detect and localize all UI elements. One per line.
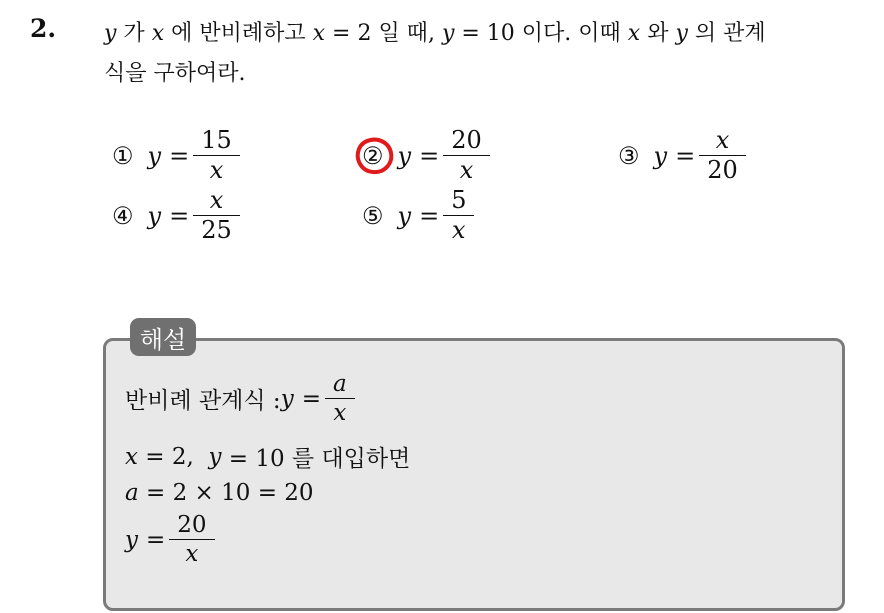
solution-line1-eq: = [301, 385, 321, 412]
fraction-denominator: x [325, 398, 355, 425]
choice-lhs: y [147, 141, 162, 170]
q-seg: = 2 일 때, [325, 21, 442, 46]
q-seg: x [627, 21, 641, 46]
choice-lhs: y [397, 201, 412, 230]
choice-lhs: y [397, 141, 412, 170]
q-seg: = 10 이다. 이때 [454, 21, 628, 46]
question-text-line1 [104, 16, 766, 47]
choice-fraction [197, 188, 236, 243]
solution-line1-lhs: y [280, 385, 294, 412]
fraction-numerator: 20 [177, 512, 207, 538]
sol-seg: a [125, 480, 139, 506]
choice-label: ① [112, 141, 134, 170]
choice-lhs: y [147, 201, 162, 230]
fraction-numerator: 15 [201, 126, 232, 154]
choice-5[interactable] [362, 188, 470, 243]
choice-fraction [447, 188, 470, 243]
solution-line4 [125, 513, 211, 566]
choice-eq: = [675, 141, 696, 170]
choice-fraction [197, 128, 236, 183]
fraction-numerator: a [332, 371, 347, 397]
fraction-numerator: x [715, 126, 730, 154]
fraction-denominator: x [443, 215, 474, 243]
fraction-denominator: x [193, 155, 240, 183]
fraction-denominator: x [169, 539, 214, 566]
q-seg: 에 반비례하고 [164, 21, 313, 46]
choice-4[interactable] [112, 188, 236, 243]
choice-label: ② [362, 141, 384, 170]
choice-eq: = [169, 141, 190, 170]
fraction-denominator: 20 [699, 155, 746, 183]
sol-seg: = 2, [137, 443, 209, 470]
solution-line1-text: 반비례 관계식 : [125, 388, 281, 415]
sol-seg: = 10 를 대입하면 [221, 446, 411, 472]
answer-circle-mark [355, 137, 395, 175]
fraction-numerator: x [209, 186, 224, 214]
choice-1[interactable] [112, 128, 236, 183]
solution-line4-fraction [173, 513, 210, 566]
fraction-denominator: 25 [193, 215, 240, 243]
fraction-denominator: x [443, 155, 490, 183]
choice-label: ⑤ [362, 201, 384, 230]
solution-line4-lhs: y [125, 526, 138, 553]
q-seg: y [441, 21, 455, 46]
solution-line3 [125, 480, 314, 506]
solution-line2 [125, 440, 410, 473]
fraction-numerator: 20 [451, 126, 482, 154]
sol-seg: y [208, 443, 222, 470]
choice-eq: = [419, 141, 440, 170]
choice-label: ④ [112, 201, 134, 230]
q-seg: y [675, 21, 688, 46]
sol-seg: x [125, 443, 138, 470]
solution-tag: 해설 [130, 318, 196, 356]
q-seg: 의 관계 [687, 21, 766, 46]
choice-eq: = [419, 201, 440, 230]
choice-label: ③ [618, 141, 640, 170]
solution-line1-fraction [329, 372, 351, 425]
choice-3[interactable] [618, 128, 742, 183]
question-text-line2: 식을 구하여라. [104, 61, 246, 86]
q-seg: x [151, 21, 165, 46]
choice-eq: = [169, 201, 190, 230]
q-seg: 와 [640, 21, 676, 46]
sol-seg: = 2 × 10 = 20 [138, 480, 314, 506]
solution-line4-eq: = [146, 526, 166, 553]
fraction-numerator: 5 [451, 186, 467, 214]
q-seg: y [104, 21, 117, 46]
choice-lhs: y [653, 141, 668, 170]
answer-circle-stroke [358, 140, 392, 172]
solution-line1 [125, 372, 351, 425]
q-seg: 가 [116, 21, 152, 46]
choice-fraction [447, 128, 486, 183]
question-number: 2. [30, 14, 57, 43]
q-seg: x [312, 21, 326, 46]
choice-fraction [703, 128, 742, 183]
